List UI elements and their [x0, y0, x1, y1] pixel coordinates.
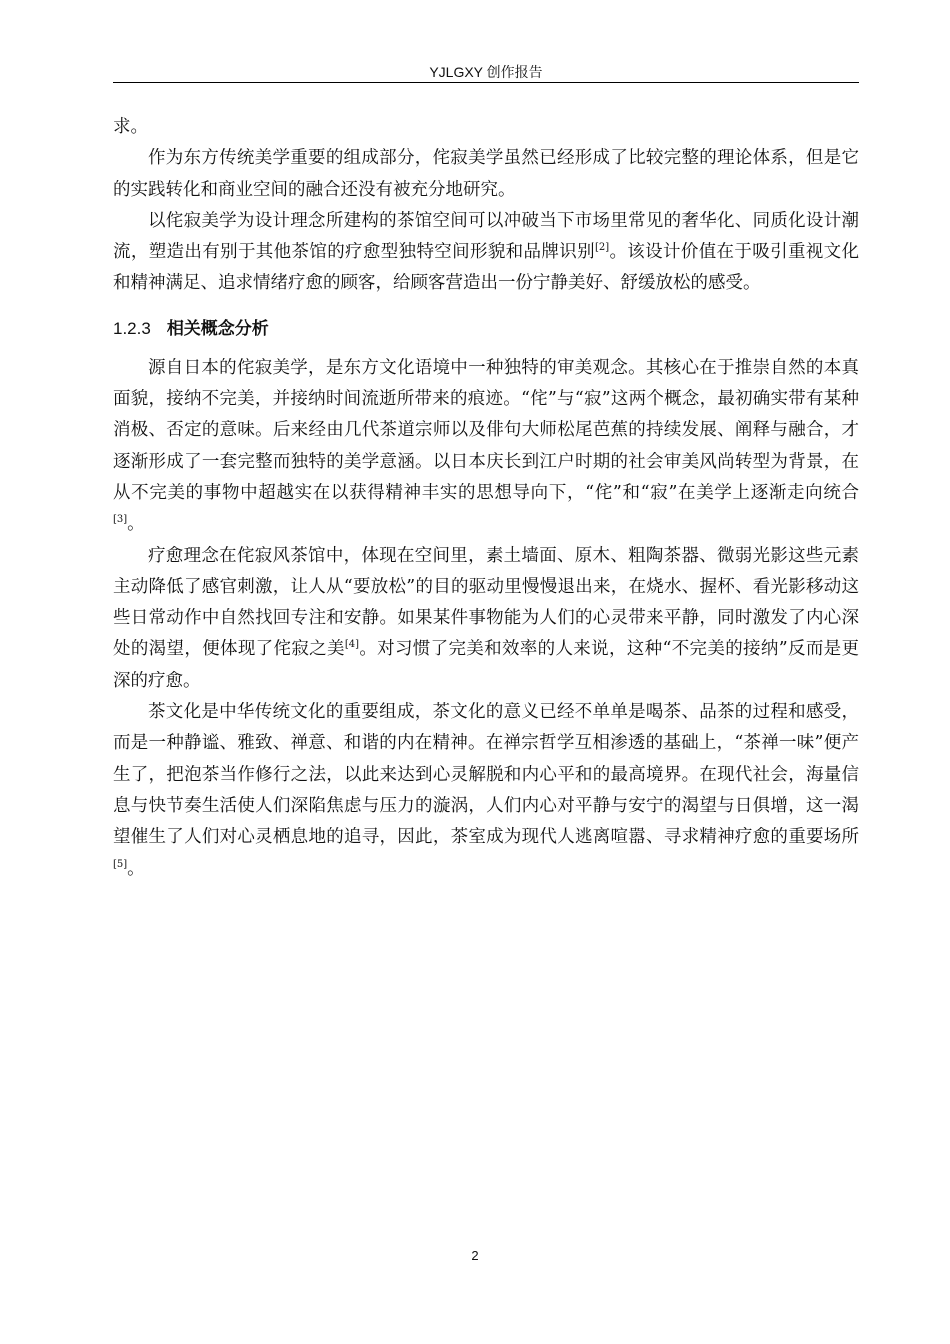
paragraph	[113, 353, 859, 541]
paragraph: 作为东方传统美学重要的组成部分，侘寂美学虽然已经形成了比较完整的理论体系，但是它的实践转化和商业空间的融合还没有被充分地研究。	[113, 148, 859, 200]
paragraph-text: 疗愈理念在侘寂风茶馆中，体现在空间里，素土墙面、原木、粗陶茶器、微弱光影这些元素主动降低了感官刺激，让人从“要放松”的目的驱动里慢慢退出来，在烧水、握杯、看光影移动这些日常动作中自然找回专注和安静。如果某件事物能为人们的心灵带来平静，同时激发了内心深处的渴望，便体现了侘寂之美	[113, 545, 859, 660]
paragraph	[113, 697, 859, 885]
paragraph-text: 。该设计价值在于吸引重视文化和精神满足、追求情绪疗愈的顾客，给顾客营造出一份宁静美好、舒缓放松的感受。	[113, 242, 860, 294]
paragraph-text: 以侘寂美学为设计理念所建构的茶馆空间可以冲破当下市场里常见的奢华化、同质化设计潮流，塑造出有别于其他茶馆的疗愈型独特空间形貌和品牌识别	[113, 210, 859, 263]
document-body	[113, 112, 859, 885]
paragraph-text: 。对习惯了完美和效率的人来说，这种“不完美的接纳”反而是更深的疗愈。	[113, 639, 859, 691]
paragraph	[113, 541, 859, 697]
paragraph	[113, 206, 859, 300]
page-number: 2	[471, 1248, 479, 1263]
paragraph-text: 。	[127, 858, 145, 879]
citation-ref: [5]	[113, 858, 128, 870]
citation-ref: [2]	[594, 242, 610, 254]
section-title: 相关概念分析	[166, 318, 269, 338]
citation-ref: [3]	[113, 514, 128, 526]
section-heading	[113, 317, 859, 341]
citation-ref: [4]	[344, 639, 359, 651]
paragraph-continuation: 求。	[113, 117, 148, 137]
page-header: YJLGXY 创作报告	[113, 64, 859, 83]
section-number: 1.2.3	[113, 318, 151, 338]
paragraph-text: 。	[127, 514, 145, 535]
paragraph-text: 源自日本的侘寂美学，是东方文化语境中一种独特的审美观念。其核心在于推崇自然的本真面貌，接纳不完美，并接纳时间流逝所带来的痕迹。“侘”与“寂”这两个概念，最初确实带有某种消极、否定的意味。后来经由几代茶道宗师以及俳句大师松尾芭蕉的持续发展、阐释与融合，才逐渐形成了一套完整而独特的美学意涵。以日本庆长到江户时期的社会审美风尚转型为背景，在从不完美的事物中超越实在以获得精神丰实的思想导向下，“侘”和“寂”在美学上逐渐走向统合	[113, 357, 859, 503]
paragraph-text: 茶文化是中华传统文化的重要组成，茶文化的意义已经不单单是喝茶、品茶的过程和感受，而是一种静谧、雅致、禅意、和谐的内在精神。在禅宗哲学互相渗透的基础上，“茶禅一味”便产生了，把泡茶当作修行之法，以此来达到心灵解脱和内心平和的最高境界。在现代社会，海量信息与快节奏生活使人们深陷焦虑与压力的漩涡，人们内心对平静与安宁的渴望与日俱增，这一渴望催生了人们对心灵栖息地的追寻，因此，茶室成为现代人逃离喧嚣、寻求精神疗愈的重要场所	[113, 702, 859, 848]
